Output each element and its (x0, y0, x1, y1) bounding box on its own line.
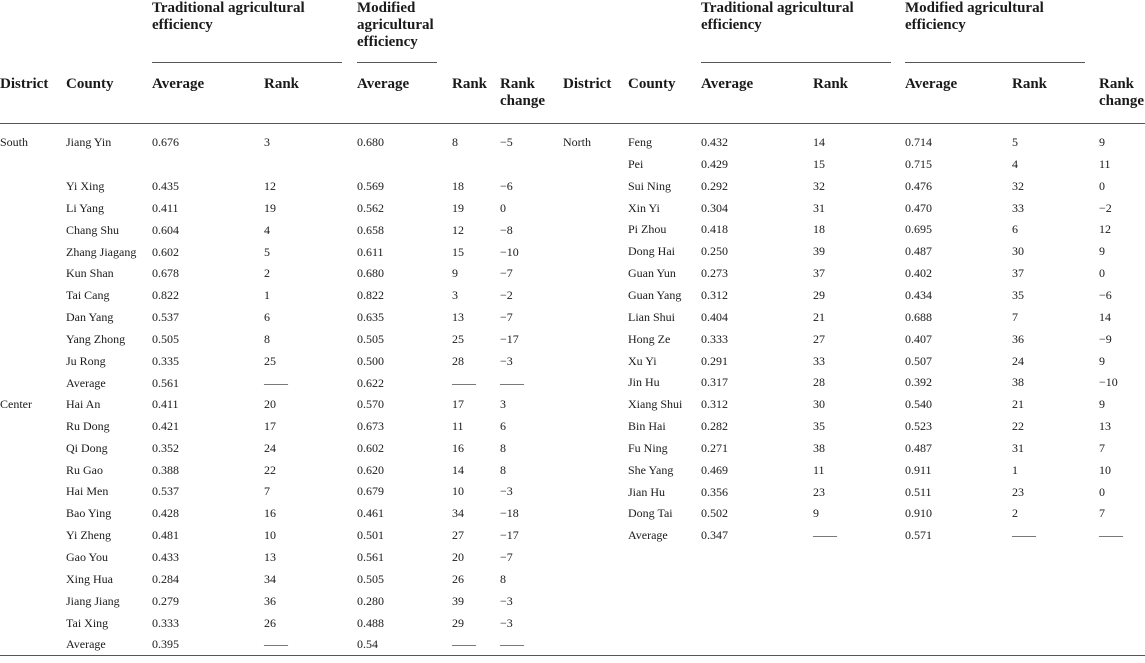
north-row-cell: 0.502 (701, 506, 728, 521)
north-row-cell: 0.312 (701, 397, 728, 412)
header-mod-average-right: Average (905, 76, 958, 92)
south-row-cell: 0.562 (357, 200, 384, 215)
north-row-county: Guan Yun (628, 266, 676, 281)
south-row-cell: 0.680 (357, 135, 384, 149)
south-row-cell: −2 (500, 288, 513, 303)
center-row-cell: 22 (264, 462, 276, 477)
north-row-cell: 37 (1012, 266, 1024, 281)
north-row-cell: 0.910 (905, 506, 932, 521)
header-rule-modified-right (905, 62, 1085, 63)
center-row-county: Qi Dong (66, 440, 108, 455)
center-row-cell: 0.620 (357, 462, 384, 477)
north-row-cell: 23 (813, 484, 825, 499)
north-row-cell: 0.434 (905, 287, 932, 302)
north-row-cell: 0.347 (701, 528, 728, 543)
center-row-cell: 14 (452, 462, 464, 477)
center-row-cell: 10 (452, 484, 464, 499)
north-row-county: Pi Zhou (628, 222, 667, 237)
south-row-county: Yang Zhong (66, 331, 126, 346)
south-row-cell: —— (452, 375, 476, 390)
south-row-cell: 3 (264, 135, 270, 149)
center-row-cell: 0.501 (357, 528, 384, 543)
north-row-county: Sui Ning (628, 178, 672, 193)
north-row-county: Dong Tai (628, 506, 673, 521)
north-row-county: Fu Ning (628, 440, 668, 455)
north-row-cell: 31 (1012, 440, 1024, 455)
table-bottom-rule (0, 655, 1145, 656)
north-row-cell: 18 (813, 222, 825, 237)
north-row-cell: 7 (1099, 506, 1105, 521)
center-row-cell: −7 (500, 549, 513, 564)
north-row-cell: —— (1099, 528, 1123, 543)
north-row-cell: 15 (813, 156, 825, 171)
north-row-cell: 0.271 (701, 440, 728, 455)
center-row-cell: 17 (452, 397, 464, 411)
south-row-cell: 0.678 (152, 266, 179, 281)
north-row-cell: 31 (813, 200, 825, 215)
south-row-cell: 0.435 (152, 179, 179, 193)
south-row-cell: −8 (500, 222, 513, 237)
south-row-cell: 19 (264, 200, 276, 215)
north-row-cell: 0.429 (701, 156, 728, 171)
header-rank-change-left: Rank change (500, 76, 545, 109)
center-row-cell: —— (264, 637, 288, 652)
center-row-cell: 0.561 (357, 549, 384, 564)
north-row-cell: −10 (1099, 375, 1118, 390)
north-row-cell: 0.273 (701, 266, 728, 281)
north-row-cell: 0.304 (701, 200, 728, 215)
north-row-cell: 33 (813, 353, 825, 368)
north-row-cell: 0.523 (905, 419, 932, 434)
center-row-cell: 0.428 (152, 506, 179, 521)
south-row-cell: 8 (452, 135, 458, 149)
north-row-cell: 5 (1012, 135, 1018, 149)
center-row-cell: 17 (264, 418, 276, 433)
south-row-cell: —— (500, 375, 524, 390)
south-row-cell: −7 (500, 266, 513, 281)
south-row-cell: 6 (264, 310, 270, 325)
south-row-cell: 0.622 (357, 375, 384, 390)
south-row-cell: 0.822 (357, 288, 384, 303)
north-row-cell: 1 (1012, 462, 1018, 477)
north-row-cell: 39 (813, 244, 825, 259)
south-row-cell: −7 (500, 310, 513, 325)
center-row-cell: 0.54 (357, 637, 378, 652)
north-row-cell: 0.507 (905, 353, 932, 368)
center-row-cell: 20 (452, 549, 464, 564)
north-row-cell: 0.511 (905, 484, 932, 499)
south-row-cell: —— (264, 375, 288, 390)
header-county-right: County (628, 76, 676, 92)
center-row-cell: 26 (264, 615, 276, 630)
north-row-cell: 0.715 (905, 156, 932, 171)
south-row-cell: −3 (500, 353, 513, 368)
center-row-county: Xing Hua (66, 571, 113, 586)
north-row-cell: 14 (1099, 309, 1111, 324)
north-row-cell: 32 (813, 178, 825, 193)
north-row-county: Feng (628, 135, 652, 149)
south-row-cell: 0.569 (357, 179, 384, 193)
north-row-county: Bin Hai (628, 419, 666, 434)
north-row-county: Jian Hu (628, 484, 665, 499)
center-row-cell: 0.488 (357, 615, 384, 630)
north-row-cell: 0 (1099, 178, 1105, 193)
center-row-county: Tai Xing (66, 615, 109, 630)
center-row-cell: 27 (452, 528, 464, 543)
north-row-cell: 9 (813, 506, 819, 521)
north-row-cell: 12 (1099, 222, 1111, 237)
south-row-cell: −10 (500, 244, 519, 259)
center-row-cell: 0.570 (357, 397, 384, 411)
north-row-county: She Yang (628, 462, 674, 477)
center-row-cell: 0.352 (152, 440, 179, 455)
north-row-cell: 9 (1099, 397, 1105, 412)
north-row-county: Xiang Shui (628, 397, 683, 412)
south-row-county: Kun Shan (66, 266, 114, 281)
north-row-cell: 28 (813, 375, 825, 390)
north-row-cell: 0.540 (905, 397, 932, 412)
south-row-cell: 25 (264, 353, 276, 368)
header-modified-right: Modified agricultural efficiency (905, 0, 1044, 33)
center-row-cell: 3 (500, 397, 506, 411)
south-row-cell: 15 (452, 244, 464, 259)
center-row-county: Bao Ying (66, 506, 112, 521)
center-row-cell: 11 (452, 418, 464, 433)
north-row-county: Xu Yi (628, 353, 657, 368)
south-row-cell: 13 (452, 310, 464, 325)
center-row-county: Jiang Jiang (66, 593, 120, 608)
header-district-right: District (563, 76, 612, 92)
north-row-cell: 35 (813, 419, 825, 434)
south-row-cell: 8 (264, 331, 270, 346)
south-row-cell: 28 (452, 353, 464, 368)
south-row-cell: −6 (500, 179, 513, 193)
north-row-cell: 37 (813, 266, 825, 281)
north-row-cell: 0 (1099, 484, 1105, 499)
south-row-cell: 2 (264, 266, 270, 281)
district-center: Center (0, 397, 32, 411)
north-row-cell: 11 (1099, 156, 1111, 171)
north-row-cell: 0.911 (905, 462, 932, 477)
header-trad-average-right: Average (701, 76, 754, 92)
north-row-county: Jin Hu (628, 375, 660, 390)
north-row-cell: 0.571 (905, 528, 932, 543)
north-row-cell: 30 (1012, 244, 1024, 259)
north-row-cell: 0.476 (905, 178, 932, 193)
header-trad-average-left: Average (152, 76, 205, 92)
center-row-cell: −17 (500, 528, 519, 543)
north-row-cell: 0.312 (701, 287, 728, 302)
south-row-cell: 0.505 (357, 331, 384, 346)
south-row-county: Dan Yang (66, 310, 114, 325)
center-row-county: Average (66, 637, 106, 652)
center-row-cell: 0.505 (357, 571, 384, 586)
center-row-cell: 0.481 (152, 528, 179, 543)
north-row-cell: 9 (1099, 244, 1105, 259)
south-row-county: Jiang Yin (66, 135, 112, 149)
north-row-cell: 14 (813, 135, 825, 149)
north-row-cell: 7 (1012, 309, 1018, 324)
north-row-cell: 0.407 (905, 331, 932, 346)
header-district-left: District (0, 76, 49, 92)
north-row-county: Hong Ze (628, 331, 671, 346)
center-row-cell: 39 (452, 593, 464, 608)
south-row-cell: 0.658 (357, 222, 384, 237)
center-row-cell: 0.461 (357, 506, 384, 521)
north-row-cell: 0.392 (905, 375, 932, 390)
district-south: South (0, 135, 29, 149)
header-trad-rank-right: Rank (813, 76, 849, 92)
center-row-cell: 0.333 (152, 615, 179, 630)
south-row-county: Ju Rong (66, 353, 106, 368)
north-row-county: Average (628, 528, 668, 543)
south-row-cell: 0.505 (152, 331, 179, 346)
header-traditional-left: Traditional agricultural efficiency (152, 0, 305, 33)
header-modified-left: Modified agricultural efficiency (357, 0, 434, 50)
center-row-county: Hai An (66, 397, 101, 411)
center-row-cell: 0.679 (357, 484, 384, 499)
center-row-county: Yi Zheng (66, 528, 111, 543)
north-row-cell: 0 (1099, 266, 1105, 281)
south-row-cell: 19 (452, 200, 464, 215)
south-row-cell: 0.604 (152, 222, 179, 237)
north-row-county: Guan Yang (628, 287, 682, 302)
center-row-cell: 7 (264, 484, 270, 499)
north-row-cell: 10 (1099, 462, 1111, 477)
north-row-cell: 21 (1012, 397, 1024, 412)
north-row-cell: 0.470 (905, 200, 932, 215)
center-row-cell: 0.279 (152, 593, 179, 608)
header-mod-average-left: Average (357, 76, 410, 92)
header-trad-rank-left: Rank (264, 76, 300, 92)
north-row-cell: 7 (1099, 440, 1105, 455)
south-row-county: Chang Shu (66, 222, 120, 237)
north-row-cell: 33 (1012, 200, 1024, 215)
south-row-cell: 0.676 (152, 135, 179, 149)
center-row-cell: 34 (452, 506, 464, 521)
north-row-cell: 0.317 (701, 375, 728, 390)
center-row-cell: 16 (452, 440, 464, 455)
south-row-cell: 18 (452, 179, 464, 193)
north-row-county: Xin Yi (628, 200, 660, 215)
north-row-cell: 11 (813, 462, 825, 477)
north-row-cell: 23 (1012, 484, 1024, 499)
north-row-cell: 9 (1099, 353, 1105, 368)
north-row-cell: 0.291 (701, 353, 728, 368)
south-row-cell: 0.500 (357, 353, 384, 368)
south-row-cell: 0.335 (152, 353, 179, 368)
north-row-cell: 2 (1012, 506, 1018, 521)
north-row-cell: 0.404 (701, 309, 728, 324)
center-row-cell: 36 (264, 593, 276, 608)
north-row-cell: 0.418 (701, 222, 728, 237)
center-row-cell: —— (500, 637, 524, 652)
center-row-cell: 8 (500, 462, 506, 477)
center-row-county: Hai Men (66, 484, 109, 499)
center-row-cell: 0.395 (152, 637, 179, 652)
south-row-cell: 5 (264, 244, 270, 259)
north-row-cell: 0.333 (701, 331, 728, 346)
header-rule-traditional-right (701, 62, 891, 63)
header-mod-rank-right: Rank (1012, 76, 1048, 92)
center-row-cell: 0.602 (357, 440, 384, 455)
north-row-cell: 24 (1012, 353, 1024, 368)
south-row-cell: 0.822 (152, 288, 179, 303)
south-row-cell: 0.680 (357, 266, 384, 281)
north-row-cell: 35 (1012, 287, 1024, 302)
north-row-cell: 21 (813, 309, 825, 324)
north-row-cell: 0.250 (701, 244, 728, 259)
south-row-cell: 12 (452, 222, 464, 237)
center-row-cell: 34 (264, 571, 276, 586)
center-row-cell: 6 (500, 418, 506, 433)
north-row-cell: 30 (813, 397, 825, 412)
south-row-county: Average (66, 375, 106, 390)
center-row-cell: 0.673 (357, 418, 384, 433)
south-row-cell: −5 (500, 135, 513, 149)
center-row-cell: 20 (264, 397, 276, 411)
center-row-county: Ru Gao (66, 462, 103, 477)
header-mod-rank-left: Rank (452, 76, 488, 92)
header-rule-modified-left (357, 62, 437, 63)
south-row-cell: 3 (452, 288, 458, 303)
north-row-cell: 0.402 (905, 266, 932, 281)
south-row-cell: 0.602 (152, 244, 179, 259)
south-row-cell: 0.411 (152, 200, 179, 215)
header-rule-traditional-left (152, 62, 342, 63)
north-row-cell: 0.487 (905, 440, 932, 455)
center-row-cell: 13 (264, 549, 276, 564)
north-row-cell: 6 (1012, 222, 1018, 237)
center-row-cell: 8 (500, 440, 506, 455)
center-row-cell: 29 (452, 615, 464, 630)
center-row-cell: −3 (500, 593, 513, 608)
south-row-cell: 4 (264, 222, 270, 237)
center-row-cell: −18 (500, 506, 519, 521)
north-row-cell: 36 (1012, 331, 1024, 346)
north-row-cell: 0.714 (905, 135, 932, 149)
center-row-county: Ru Dong (66, 418, 110, 433)
north-row-cell: 32 (1012, 178, 1024, 193)
south-row-cell: 0 (500, 200, 506, 215)
south-row-cell: −17 (500, 331, 519, 346)
center-row-cell: 0.411 (152, 397, 179, 411)
header-rank-change-right: Rank change (1099, 76, 1144, 109)
center-row-cell: 24 (264, 440, 276, 455)
south-row-county: Zhang Jiagang (66, 244, 137, 259)
north-row-cell: 0.356 (701, 484, 728, 499)
north-row-cell: 0.688 (905, 309, 932, 324)
center-row-cell: −3 (500, 484, 513, 499)
north-row-cell: 22 (1012, 419, 1024, 434)
north-row-cell: 0.469 (701, 462, 728, 477)
center-row-cell: −3 (500, 615, 513, 630)
south-row-cell: 1 (264, 288, 270, 303)
center-row-cell: 26 (452, 571, 464, 586)
north-row-county: Lian Shui (628, 309, 675, 324)
south-row-county: Yi Xing (66, 179, 105, 193)
north-row-cell: 9 (1099, 135, 1105, 149)
north-row-county: Pei (628, 156, 644, 171)
center-row-cell: 10 (264, 528, 276, 543)
north-row-cell: 38 (1012, 375, 1024, 390)
center-row-cell: 0.537 (152, 484, 179, 499)
south-row-cell: 9 (452, 266, 458, 281)
center-row-county: Gao You (66, 549, 109, 564)
south-row-cell: 12 (264, 179, 276, 193)
center-row-cell: —— (452, 637, 476, 652)
north-row-county: Dong Hai (628, 244, 675, 259)
center-row-cell: 8 (500, 571, 506, 586)
header-county-left: County (66, 76, 114, 92)
north-row-cell: 0.292 (701, 178, 728, 193)
center-row-cell: 0.284 (152, 571, 179, 586)
center-row-cell: 0.388 (152, 462, 179, 477)
north-row-cell: −9 (1099, 331, 1112, 346)
north-row-cell: 0.695 (905, 222, 932, 237)
district-north: North (563, 135, 591, 149)
south-row-cell: 25 (452, 331, 464, 346)
north-row-cell: 13 (1099, 419, 1111, 434)
south-row-cell: 0.611 (357, 244, 384, 259)
north-row-cell: 4 (1012, 156, 1018, 171)
north-row-cell: 0.487 (905, 244, 932, 259)
north-row-cell: 0.432 (701, 135, 728, 149)
center-row-cell: 0.433 (152, 549, 179, 564)
south-row-cell: 0.537 (152, 310, 179, 325)
south-row-county: Tai Cang (66, 288, 110, 303)
north-row-cell: −2 (1099, 200, 1112, 215)
south-row-county: Li Yang (66, 200, 105, 215)
north-row-cell: —— (813, 528, 837, 543)
north-row-cell: 0.282 (701, 419, 728, 434)
center-row-cell: 0.280 (357, 593, 384, 608)
south-row-cell: 0.635 (357, 310, 384, 325)
north-row-cell: −6 (1099, 287, 1112, 302)
north-row-cell: 29 (813, 287, 825, 302)
north-row-cell: —— (1012, 528, 1036, 543)
north-row-cell: 38 (813, 440, 825, 455)
center-row-cell: 16 (264, 506, 276, 521)
header-bottom-rule (0, 123, 1145, 124)
north-row-cell: 27 (813, 331, 825, 346)
south-row-cell: 0.561 (152, 375, 179, 390)
header-traditional-right: Traditional agricultural efficiency (701, 0, 854, 33)
center-row-cell: 0.421 (152, 418, 179, 433)
